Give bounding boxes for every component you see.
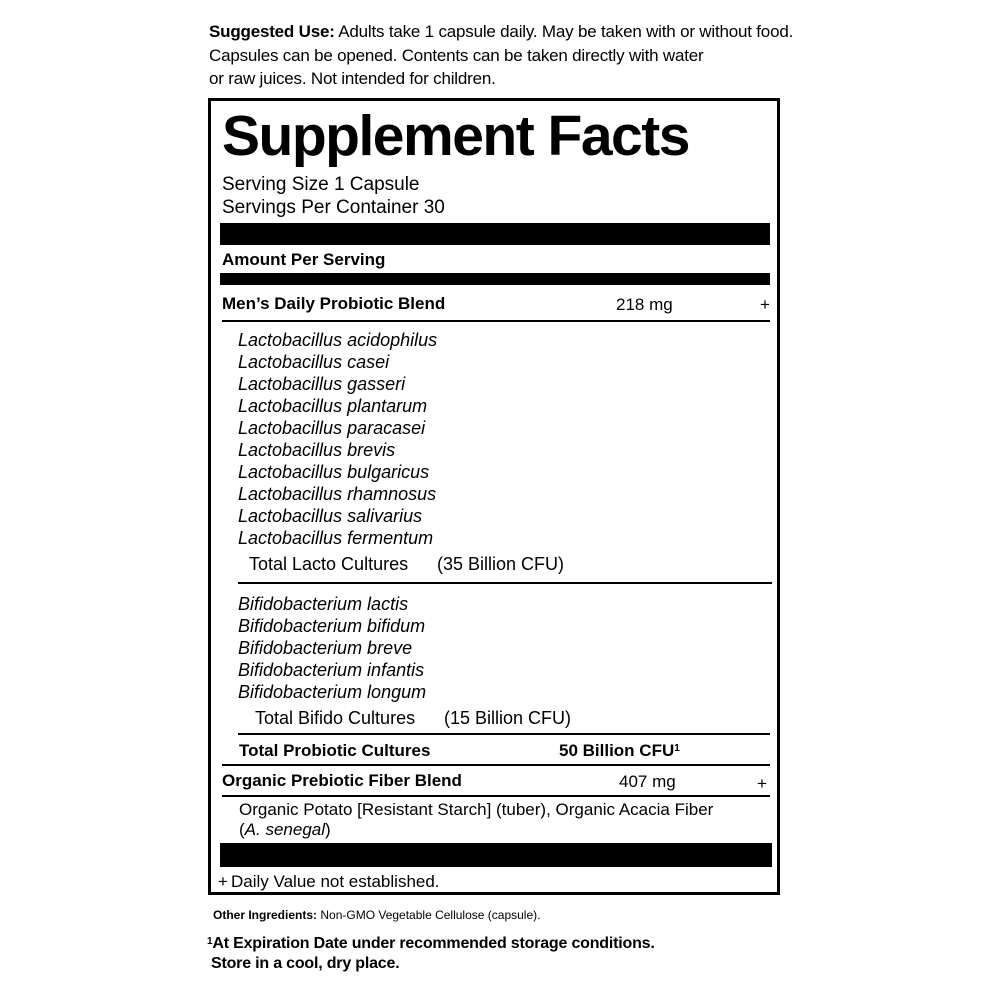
other-ingredients-label: Other Ingredients:: [213, 908, 318, 922]
prebiotic-blend-name: Organic Prebiotic Fiber Blend: [222, 771, 462, 790]
other-ingredients: [213, 908, 540, 922]
suggested-use-line-3: or raw juices. Not intended for children.: [209, 69, 496, 88]
lacto-total-value: (35 Billion CFU): [437, 554, 565, 574]
other-ingredients-text: Non-GMO Vegetable Cellulose (capsule).: [317, 908, 541, 922]
strain-item: Bifidobacterium lactis: [238, 594, 409, 614]
rule-total-probiotic: [222, 764, 770, 766]
strain-item: Lactobacillus gasseri: [238, 374, 406, 394]
prebiotic-ingredients-line-1: Organic Potato [Resistant Starch] (tuber), Organic Acacia Fiber: [239, 800, 714, 819]
bifido-total-value: (15 Billion CFU): [444, 708, 572, 728]
servings-per-container: Servings Per Container 30: [222, 197, 445, 218]
strain-item: Lactobacillus paracasei: [238, 418, 426, 438]
strain-item: Lactobacillus casei: [238, 352, 390, 372]
strain-item: Lactobacillus plantarum: [238, 396, 428, 416]
paren-close: ): [325, 820, 331, 839]
paren-open: (: [239, 820, 245, 839]
suggested-use-line-2: Capsules can be opened. Contents can be taken directly with water: [209, 45, 704, 65]
total-probiotic-value: 50 Billion CFU: [559, 741, 675, 760]
footnote-line-1: [207, 934, 655, 954]
suggested-use-label: Suggested Use:: [209, 22, 335, 41]
strain-item: Lactobacillus bulgaricus: [238, 462, 430, 482]
rule-probiotic-blend: [222, 320, 770, 322]
footnote-line-2: Store in a cool, dry place.: [211, 955, 400, 972]
prebiotic-blend-dv: +: [757, 774, 767, 793]
suggested-use-text-1: Adults take 1 capsule daily. May be taken with or without food.: [334, 22, 794, 41]
thick-divider-mid: [220, 273, 770, 285]
thick-divider-top: [220, 223, 770, 245]
footnote-marker: 1: [674, 743, 680, 754]
total-probiotic-value-wrap: [559, 741, 680, 761]
strain-item: Bifidobacterium longum: [238, 682, 427, 702]
strain-item: Bifidobacterium infantis: [238, 660, 425, 680]
dv-note-symbol: +: [218, 872, 228, 891]
strain-item: Lactobacillus rhamnosus: [238, 484, 437, 504]
probiotic-blend-name: Men’s Daily Probiotic Blend: [222, 294, 446, 313]
lacto-total-label: Total Lacto Cultures: [249, 554, 409, 574]
prebiotic-ingredients-line-2: [239, 820, 331, 840]
rule-lacto-total: [238, 582, 772, 584]
acacia-species: A. senegal: [244, 820, 326, 839]
probiotic-blend-dv: +: [760, 295, 770, 314]
footnote-mark: 1: [207, 936, 213, 947]
bifido-total-label: Total Bifido Cultures: [255, 708, 416, 728]
strain-item: Lactobacillus fermentum: [238, 528, 434, 548]
rule-bifido-total: [238, 733, 770, 735]
panel-title: Supplement Facts: [222, 104, 689, 168]
strain-item: Bifidobacterium breve: [238, 638, 413, 658]
prebiotic-blend-amount: 407 mg: [619, 772, 676, 791]
serving-size: Serving Size 1 Capsule: [222, 174, 420, 195]
strain-item: Bifidobacterium bifidum: [238, 616, 426, 636]
suggested-use: [209, 20, 809, 91]
strain-item: Lactobacillus brevis: [238, 440, 396, 460]
amount-per-serving: Amount Per Serving: [222, 250, 386, 269]
strain-item: Lactobacillus acidophilus: [238, 330, 438, 350]
strain-item: Lactobacillus salivarius: [238, 506, 423, 526]
dv-note: Daily Value not established.: [231, 872, 440, 891]
rule-prebiotic-blend: [222, 795, 770, 797]
total-probiotic-label: Total Probiotic Cultures: [239, 741, 431, 760]
thick-divider-bottom: [220, 843, 772, 867]
suggested-use-line-1: [209, 20, 809, 44]
footnote-text-1: At Expiration Date under recommended storage conditions.: [212, 935, 655, 952]
probiotic-blend-amount: 218 mg: [616, 295, 673, 314]
